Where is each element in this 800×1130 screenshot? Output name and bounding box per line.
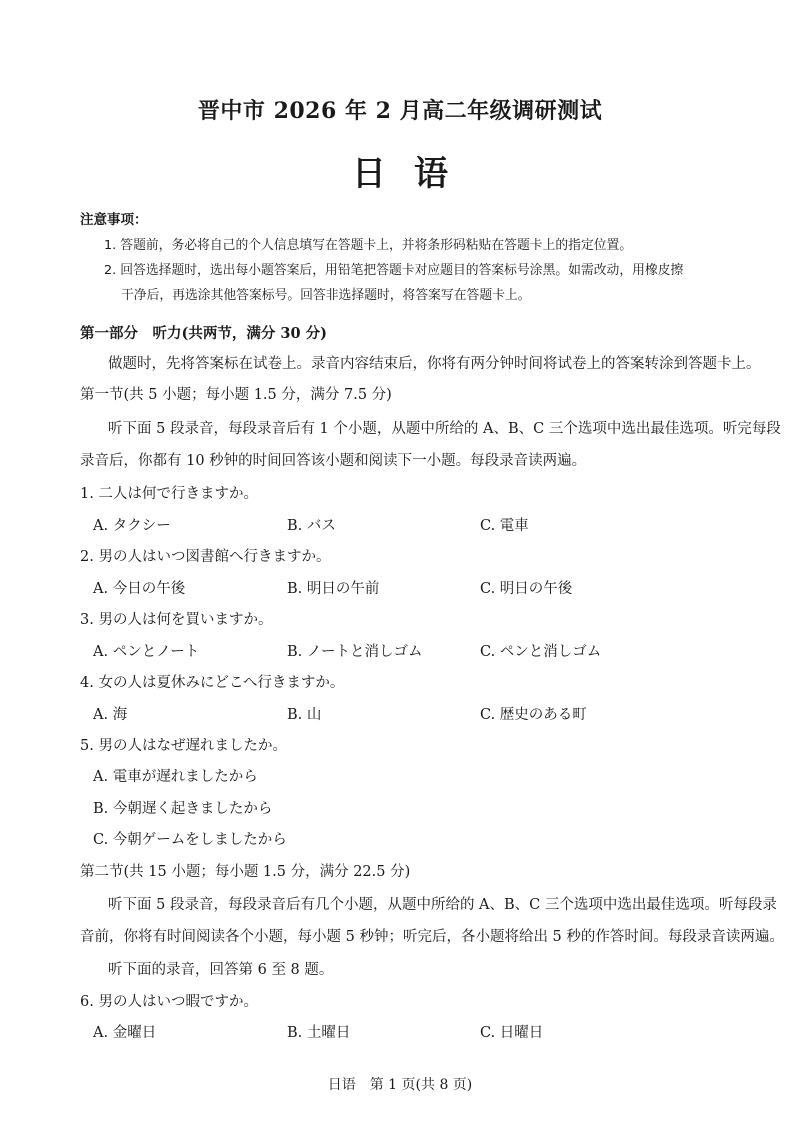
- question-2-option-c: C. 明日の午後: [480, 581, 573, 597]
- section2-paragraph-line-1: 听下面 5 段录音，每段录音后有几个小题，从题中所给的 A、B、C 三个选项中选出最佳选项。听每段录: [108, 897, 777, 913]
- question-1-stem: 1. 二人は何で行きますか。: [80, 486, 258, 502]
- question-3-option-c: C. ペンと消しゴム: [480, 644, 602, 660]
- question-6-option-a: A. 金曜日: [93, 1025, 157, 1041]
- question-1-option-a: A. タクシー: [93, 518, 171, 534]
- section1-paragraph-line-1: 听下面 5 段录音，每段录音后有 1 个小题，从题中所给的 A、B、C 三个选项中选出最佳选项。听完每段: [108, 421, 781, 437]
- question-2-stem: 2. 男の人はいつ図書館へ行きますか。: [80, 549, 331, 565]
- question-4-stem: 4. 女の人は夏休みにどこへ行きますか。: [80, 675, 345, 691]
- question-2-option-b: B. 明日の午前: [287, 581, 380, 597]
- question-6-stem: 6. 男の人はいつ暇ですか。: [80, 994, 258, 1010]
- question-5-option-a: A. 電車が遅れましたから: [93, 769, 258, 785]
- notes-item-2-line-1: 2. 回答选择题时，选出每小题答案后，用铅笔把答题卡对应题目的答案标号涂黑。如需改动，用橡皮擦: [104, 263, 684, 278]
- section1-paragraph-line-2: 录音后，你都有 10 秒钟的时间回答该小题和阅读下一小题。每段录音读两遍。: [80, 453, 587, 469]
- question-6-option-b: B. 土曜日: [287, 1025, 351, 1041]
- question-3-stem: 3. 男の人は何を買いますか。: [80, 612, 273, 628]
- question-1-option-b: B. バス: [287, 518, 336, 534]
- question-2-option-a: A. 今日の午後: [93, 581, 186, 597]
- exam-subject: 日语: [352, 154, 476, 194]
- question-4-option-c: C. 歴史のある町: [480, 707, 587, 723]
- question-5-stem: 5. 男の人はなぜ遅れましたか。: [80, 738, 287, 754]
- section1-heading: 第一节(共 5 小题；每小题 1.5 分，满分 7.5 分): [80, 387, 392, 403]
- exam-title: 晋中市 2026 年 2 月高二年级调研测试: [197, 98, 603, 124]
- section2-heading: 第二节(共 15 小题；每小题 1.5 分，满分 22.5 分): [80, 864, 411, 880]
- section2-paragraph-line-2: 音前，你将有时间阅读各个小题，每小题 5 秒钟；听完后，各小题将给出 5 秒的作答时间。每段录音读两遍。: [80, 929, 784, 945]
- question-4-option-b: B. 山: [287, 707, 322, 723]
- question-3-option-b: B. ノートと消しゴム: [287, 644, 423, 660]
- question-6-option-c: C. 日曜日: [480, 1025, 544, 1041]
- part1-instruction: 做题时，先将答案标在试卷上。录音内容结束后，你将有两分钟时间将试卷上的答案转涂到答题卡上。: [108, 356, 761, 372]
- page-footer: 日语 第 1 页(共 8 页): [327, 1077, 473, 1093]
- question-5-option-c: C. 今朝ゲームをしましたから: [93, 832, 287, 848]
- notes-item-2-line-2: 干净后，再选涂其他答案标号。回答非选择题时，将答案写在答题卡上。: [121, 288, 531, 303]
- question-3-option-a: A. ペンとノート: [93, 644, 200, 660]
- notes-heading: 注意事项：: [80, 212, 148, 228]
- part1-heading: 第一部分 听力(共两节，满分 30 分): [80, 325, 327, 342]
- section2-paragraph-line-3: 听下面的录音，回答第 6 至 8 题。: [108, 962, 334, 978]
- question-4-option-a: A. 海: [93, 707, 128, 723]
- notes-item-1: 1. 答题前，务必将自己的个人信息填写在答题卡上，并将条形码粘贴在答题卡上的指定位置。: [104, 238, 633, 253]
- question-5-option-b: B. 今朝遅く起きましたから: [93, 801, 273, 817]
- question-1-option-c: C. 電車: [480, 518, 529, 534]
